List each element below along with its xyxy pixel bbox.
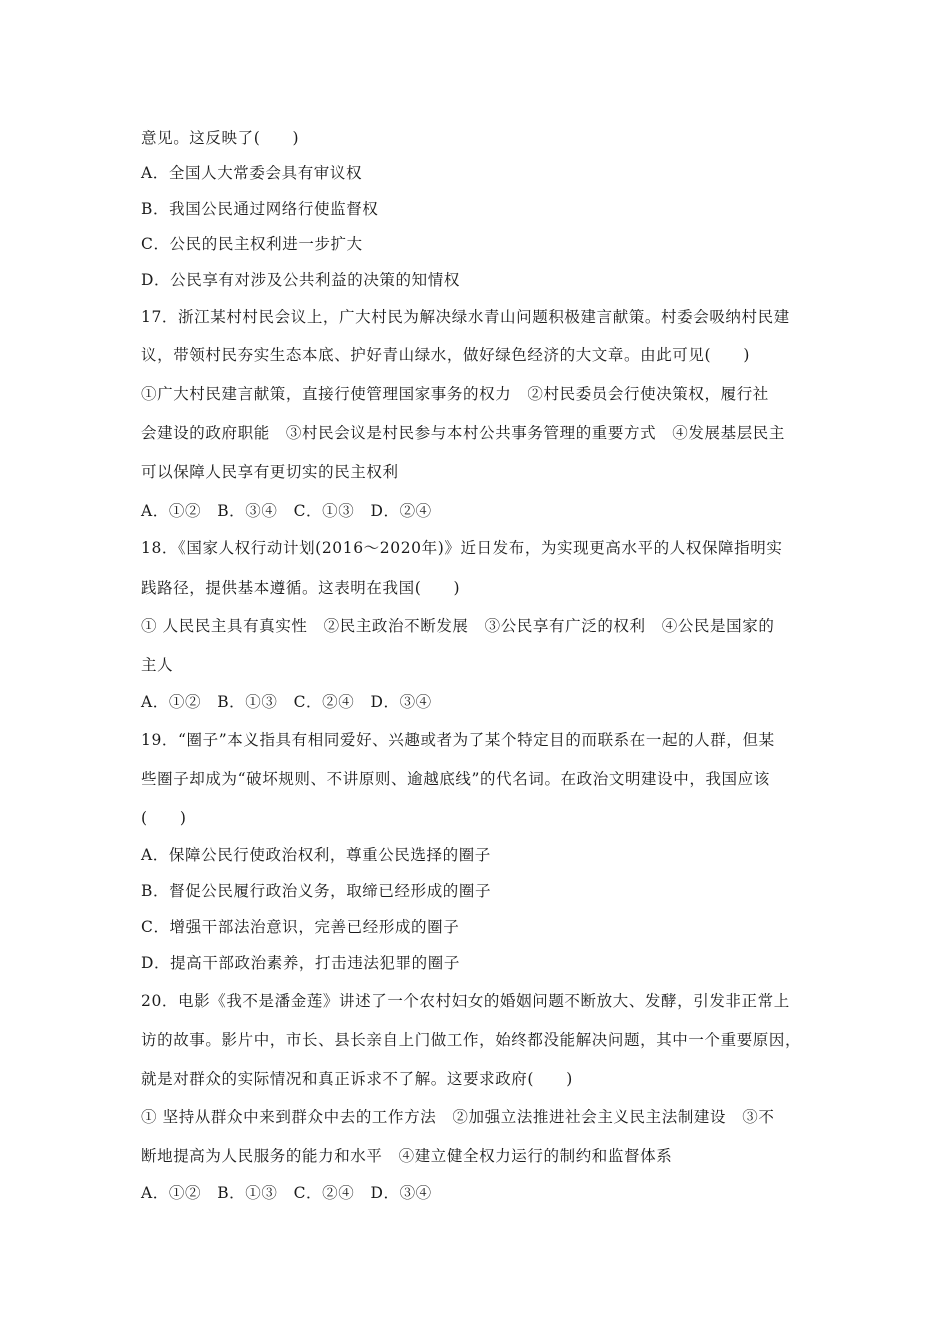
question-18-line: 主人 (141, 656, 174, 674)
question-18-line: ① 人民民主具有真实性 ②民主政治不断发展 ③公民享有广泛的权利 ④公民是国家的 (141, 617, 775, 635)
question-17-line: 会建设的政府职能 ③村民会议是村民参与本村公共事务管理的重要方式 ④发展基层民主 (141, 424, 786, 442)
question-20-line: 访的故事。影片中，市长、县长亲自上门做工作，始终都没能解决问题，其中一个重要原因， (141, 1031, 802, 1049)
option-line: B．我国公民通过网络行使监督权 (141, 200, 379, 218)
option-line: C．公民的民主权利进一步扩大 (141, 235, 363, 253)
question-18-line: 践路径，提供基本遵循。这表明在我国( ) (141, 579, 461, 597)
question-20-line: 20．电影《我不是潘金莲》讲述了一个农村妇女的婚姻问题不断放大、发酵，引发非正常上 (141, 992, 790, 1010)
option-line: B．督促公民履行政治义务，取缔已经形成的圈子 (141, 882, 492, 900)
option-line: D．公民享有对涉及公共利益的决策的知情权 (141, 271, 460, 289)
question-20-line: 断地提高为人民服务的能力和水平 ④建立健全权力运行的制约和监督体系 (141, 1147, 673, 1165)
question-19-line: ( ) (141, 809, 187, 827)
question-19-line: 19．“圈子”本义指具有相同爱好、兴趣或者为了某个特定目的而联系在一起的人群，但某 (141, 731, 775, 749)
question-20-line: 就是对群众的实际情况和真正诉求不了解。这要求政府( ) (141, 1070, 573, 1088)
question-19-line: 些圈子却成为“破坏规则、不讲原则、逾越底线”的代名词。在政治文明建设中，我国应该 (141, 770, 770, 788)
question-20-line: ① 坚持从群众中来到群众中去的工作方法 ②加强立法推进社会主义民主法制建设 ③不 (141, 1108, 775, 1126)
answer-options: A．①② B．①③ C．②④ D．③④ (141, 693, 432, 711)
question-18-line: 18．《国家人权行动计划(2016～2020年)》近日发布，为实现更高水平的人权保障指明实 (141, 539, 783, 557)
question-17-line: 议，带领村民夯实生态本底、护好青山绿水，做好绿色经济的大文章。由此可见( ) (141, 346, 750, 364)
question-17-line: 17．浙江某村村民会议上，广大村民为解决绿水青山问题积极建言献策。村委会吸纳村民建 (141, 308, 790, 326)
option-line: A．全国人大常委会具有审议权 (141, 164, 363, 182)
option-line: C．增强干部法治意识，完善已经形成的圈子 (141, 918, 460, 936)
question-17-line: 可以保障人民享有更切实的民主权利 (141, 463, 399, 481)
answer-options: A．①② B．①③ C．②④ D．③④ (141, 1184, 432, 1202)
option-line: D．提高干部政治素养，打击违法犯罪的圈子 (141, 954, 460, 972)
answer-options: A．①② B．③④ C．①③ D．②④ (141, 502, 432, 520)
text-line: 意见。这反映了( ) (141, 129, 300, 147)
question-17-line: ①广大村民建言献策，直接行使管理国家事务的权力 ②村民委员会行使决策权，履行社 (141, 385, 769, 403)
option-line: A．保障公民行使政治权利，尊重公民选择的圈子 (141, 846, 491, 864)
